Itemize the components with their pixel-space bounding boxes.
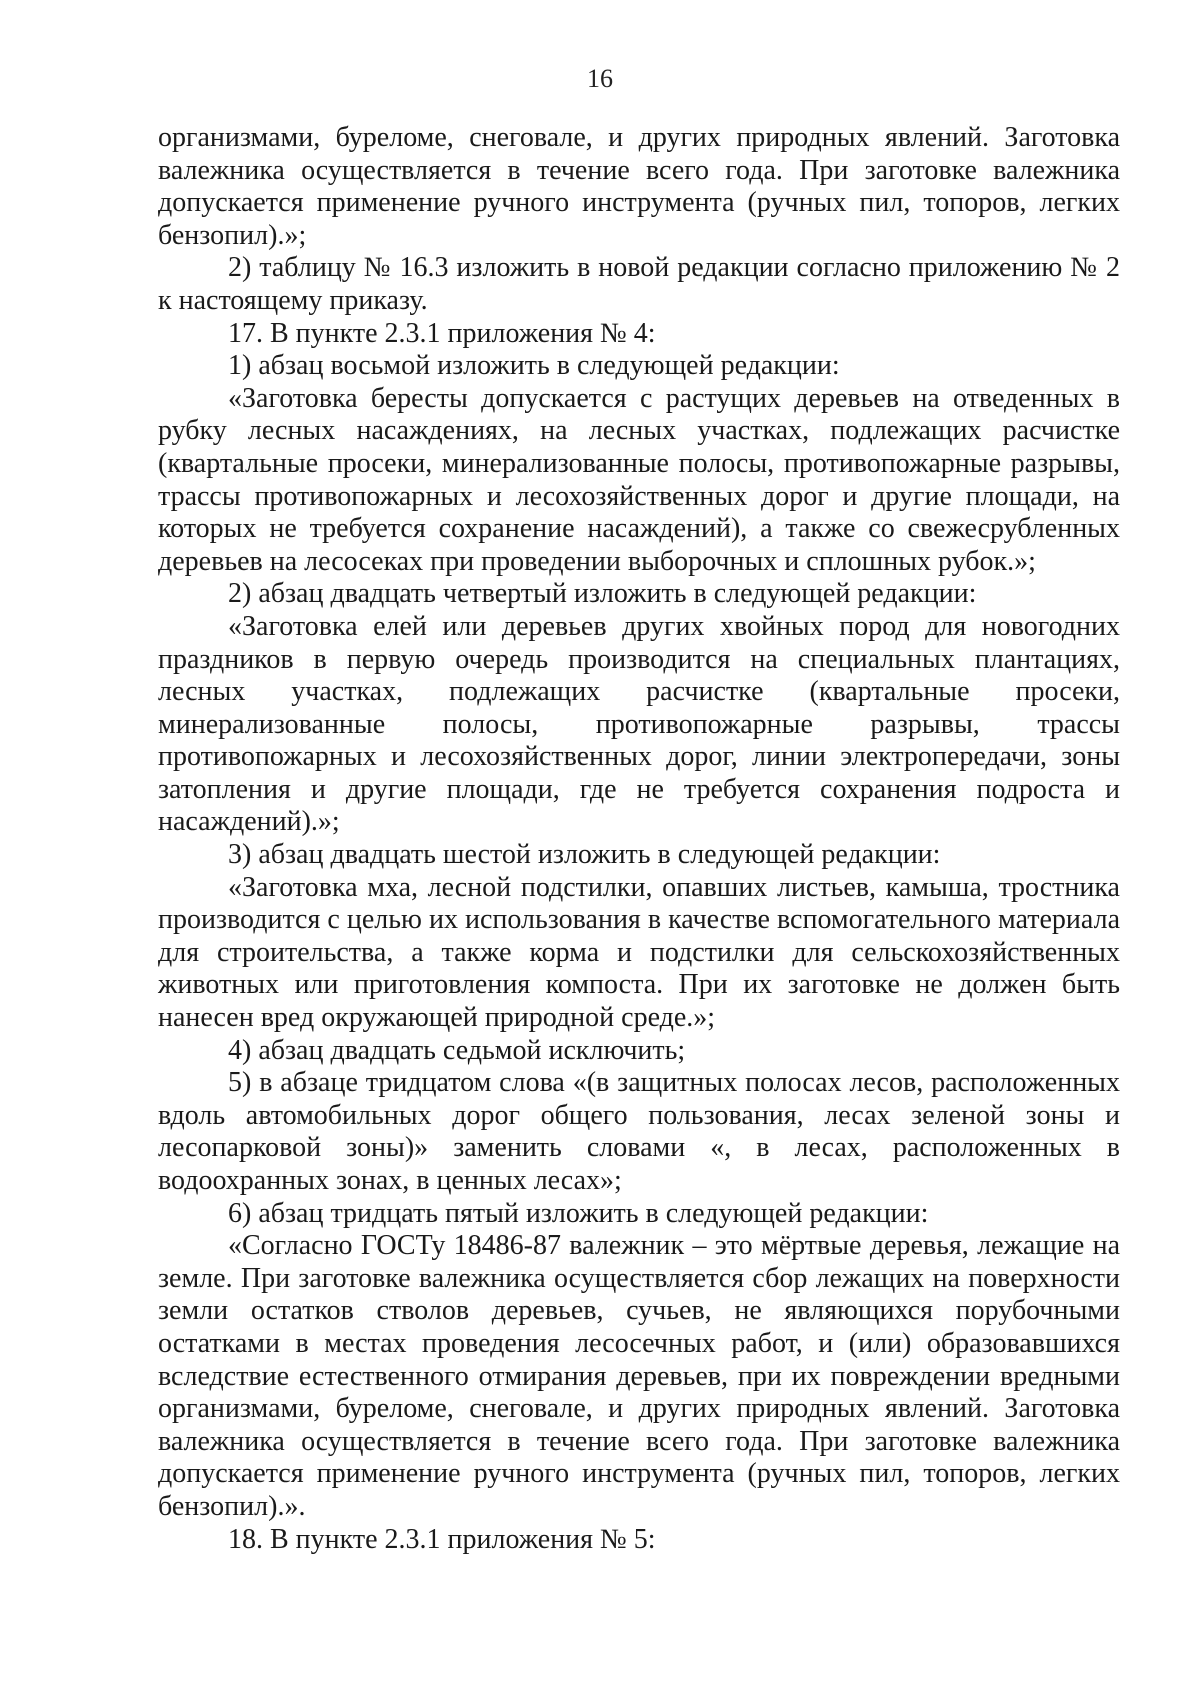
page-number: 16 [587, 64, 613, 93]
paragraph: 18. В пункте 2.3.1 приложения № 5: [228, 1523, 656, 1555]
paragraph: 1) абзац восьмой изложить в следующей редакции: [228, 350, 840, 382]
paragraph: 6) абзац тридцать пятый изложить в следующей редакции: [228, 1197, 929, 1229]
paragraph: «Заготовка елей или деревьев других хвойных пород для новогодних праздников в первую очередь производится на специальных плантациях, лесных участках, подлежащих расчистке (квартальные просеки, минерализованные полосы, противопожарные разрывы, трассы противопожарных и лесохозяйственных дорог, линии электропередачи, зоны затопления и другие площади, где не требуется сохранения подроста и насаждений).»; [158, 610, 1120, 838]
paragraph: 2) таблицу № 16.3 изложить в новой редакции согласно приложению № 2 к настоящему приказу. [158, 252, 1120, 316]
paragraph: «Согласно ГОСТу 18486-87 валежник – это мёртвые деревья, лежащие на земле. При заготовке валежника осуществляется сбор лежащих на поверхности земли остатков стволов деревьев, сучьев, не являющихся порубочными остатками в местах проведения лесосечных работ, и (или) образовавшихся вследствие естественного отмирания деревьев, при их повреждении вредными организмами, буреломе, снеговале, и других природных явлений. Заготовка валежника осуществляется в течение всего года. При заготовке валежника допускается применение ручного инструмента (ручных пил, топоров, легких бензопил).». [158, 1230, 1120, 1522]
paragraph: 3) абзац двадцать шестой изложить в следующей редакции: [228, 839, 941, 871]
paragraph: 17. В пункте 2.3.1 приложения № 4: [228, 317, 656, 349]
paragraph: «Заготовка мха, лесной подстилки, опавших листьев, камыша, тростника производится с целью их использования в качестве вспомогательного материала для строительства, а также корма и подстилки для сельскохозяйственных животных или приготовления компоста. При их заготовке не должен быть нанесен вред окружающей природной среде.»; [158, 871, 1120, 1034]
paragraph: «Заготовка бересты допускается с растущих деревьев на отведенных в рубку лесных насаждениях, на лесных участках, подлежащих расчистке (квартальные просеки, минерализованные полосы, противопожарные разрывы, трассы противопожарных и лесохозяйственных дорог и другие площади, на которых не требуется сохранение насаждений), а также со свежесрубленных деревьев на лесосеках при проведении выборочных и сплошных рубок.»; [158, 382, 1120, 577]
paragraph: 2) абзац двадцать четвертый изложить в следующей редакции: [228, 578, 977, 610]
document-body [158, 122, 1120, 1556]
paragraph: 5) в абзаце тридцатом слова «(в защитных полосах лесов, расположенных вдоль автомобильных дорог общего пользования, лесах зеленой зоны и лесопарковой зоны)» заменить словами «, в лесах, расположенных в водоохранных зонах, в ценных лесах»; [158, 1067, 1120, 1196]
paragraph: 4) абзац двадцать седьмой исключить; [228, 1034, 686, 1066]
paragraph: организмами, буреломе, снеговале, и других природных явлений. Заготовка валежника осуществляется в течение всего года. При заготовке валежника допускается применение ручного инструмента (ручных пил, топоров, легких бензопил).»; [158, 122, 1120, 251]
